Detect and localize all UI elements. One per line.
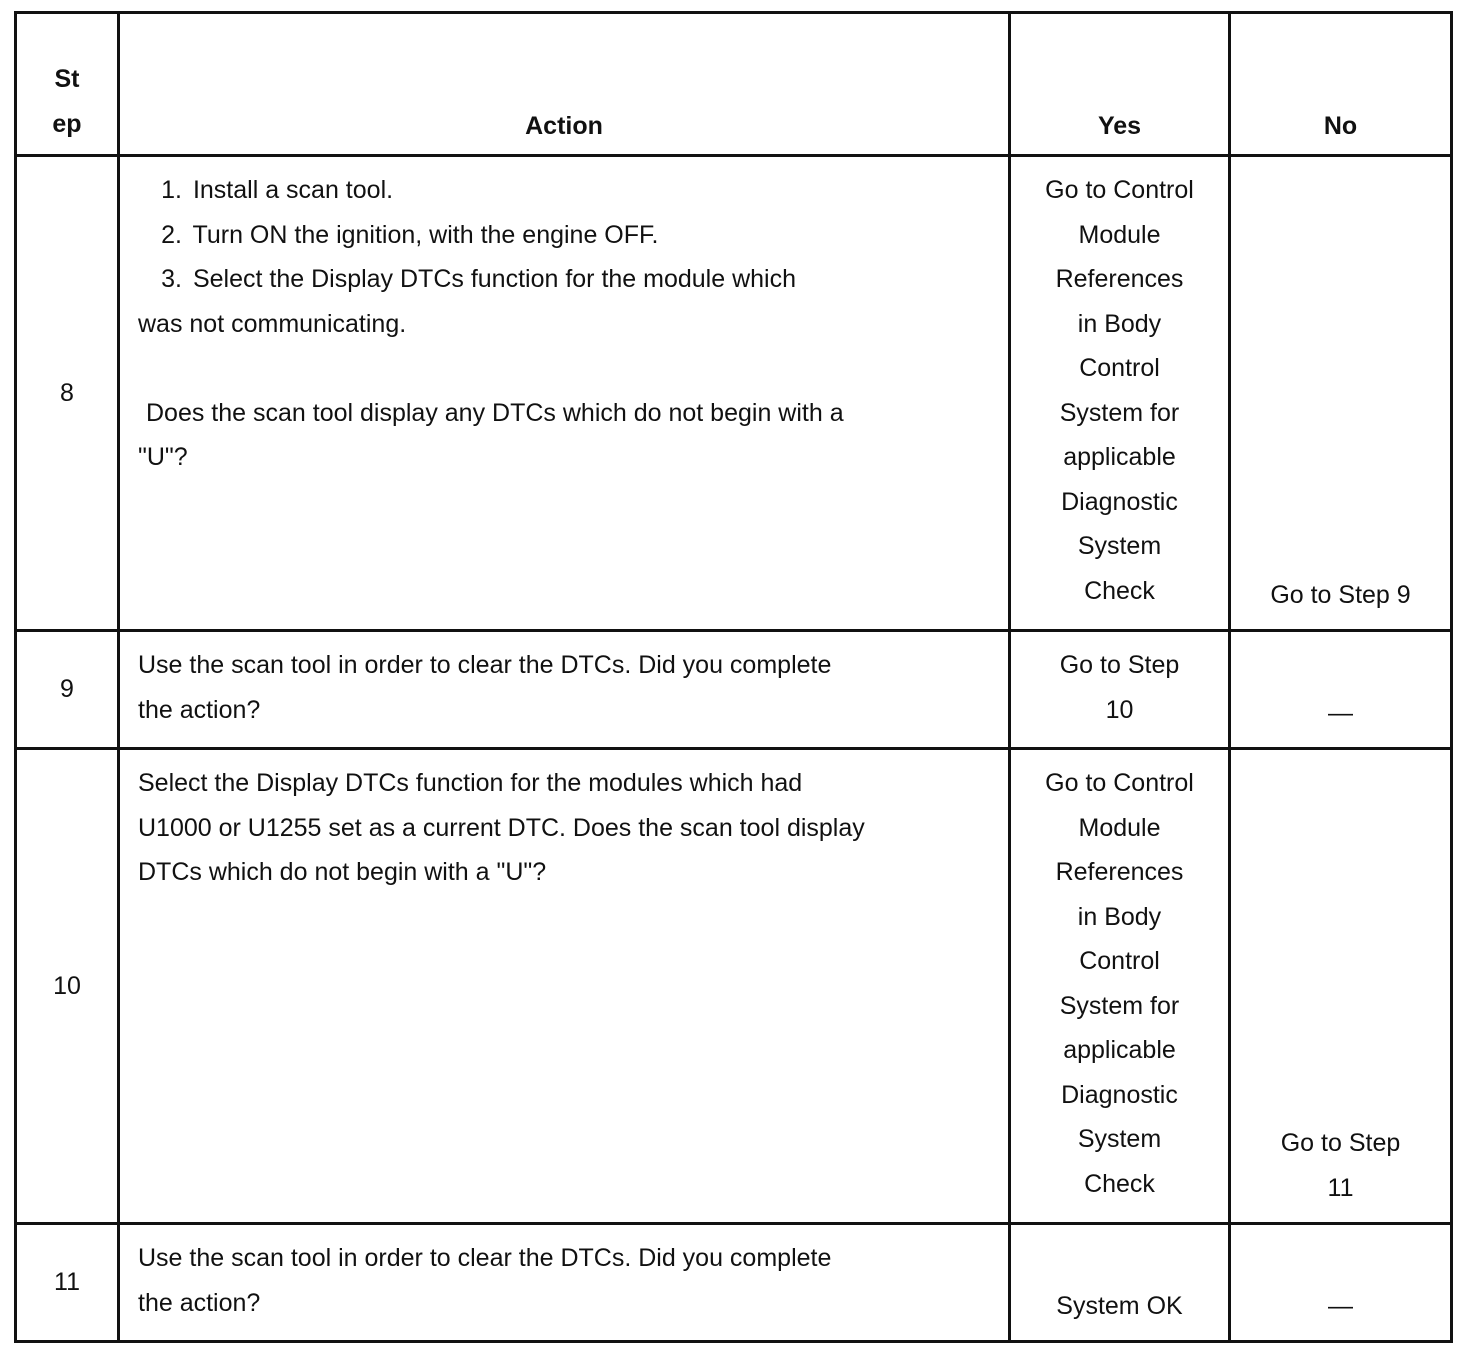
action-cell: Use the scan tool in order to clear the DTCs. Did you complete the action? [119, 631, 1010, 749]
action-item: 1. Install a scan tool. [161, 176, 394, 204]
header-step-line-2: ep [52, 109, 82, 138]
dash-mark: — [1328, 1291, 1353, 1320]
no-cell [1230, 631, 1452, 749]
table-row [16, 631, 1452, 749]
yes-cell: Go to Step 10 [1010, 631, 1230, 749]
action-cell: Select the Display DTCs function for the modules which had U1000 or U1255 set as a current DTC. Does the scan tool display DTCs which do not begin with a "U"? [119, 749, 1010, 1224]
dash-mark: — [1328, 698, 1353, 727]
table-row [16, 1224, 1452, 1342]
table-header-row [16, 13, 1452, 156]
step-number: 10 [16, 749, 119, 1224]
action-item: 3. Select the Display DTCs function for the module which [161, 265, 797, 293]
header-yes: Yes [1010, 13, 1230, 156]
header-step-line-1: St [54, 65, 80, 93]
yes-cell: Go to Control Module References in Body Control System for applicable Diagnostic System Check [1010, 749, 1230, 1224]
yes-cell: Go to Control Module References in Body Control System for applicable Diagnostic System Check [1010, 156, 1230, 631]
action-continuation: was not communicating. [138, 309, 407, 338]
no-cell: Go to Step 9 [1230, 156, 1452, 631]
action-cell: Use the scan tool in order to clear the DTCs. Did you complete the action? [119, 1224, 1010, 1342]
action-question: "U"? [138, 443, 188, 471]
header-no: No [1230, 13, 1452, 156]
no-cell: Go to Step 11 [1230, 749, 1452, 1224]
table-row [16, 156, 1452, 631]
step-number: 11 [16, 1224, 119, 1342]
yes-cell: System OK [1010, 1224, 1230, 1342]
action-cell [119, 156, 1010, 631]
header-step [16, 13, 119, 156]
diagnostic-table [14, 11, 1453, 1343]
step-number: 9 [16, 631, 119, 749]
action-item: 2. Turn ON the ignition, with the engine OFF. [161, 220, 659, 249]
no-cell [1230, 1224, 1452, 1342]
header-action: Action [119, 13, 1010, 156]
step-number: 8 [16, 156, 119, 631]
action-question: Does the scan tool display any DTCs which do not begin with a [146, 398, 844, 427]
table-row [16, 749, 1452, 1224]
